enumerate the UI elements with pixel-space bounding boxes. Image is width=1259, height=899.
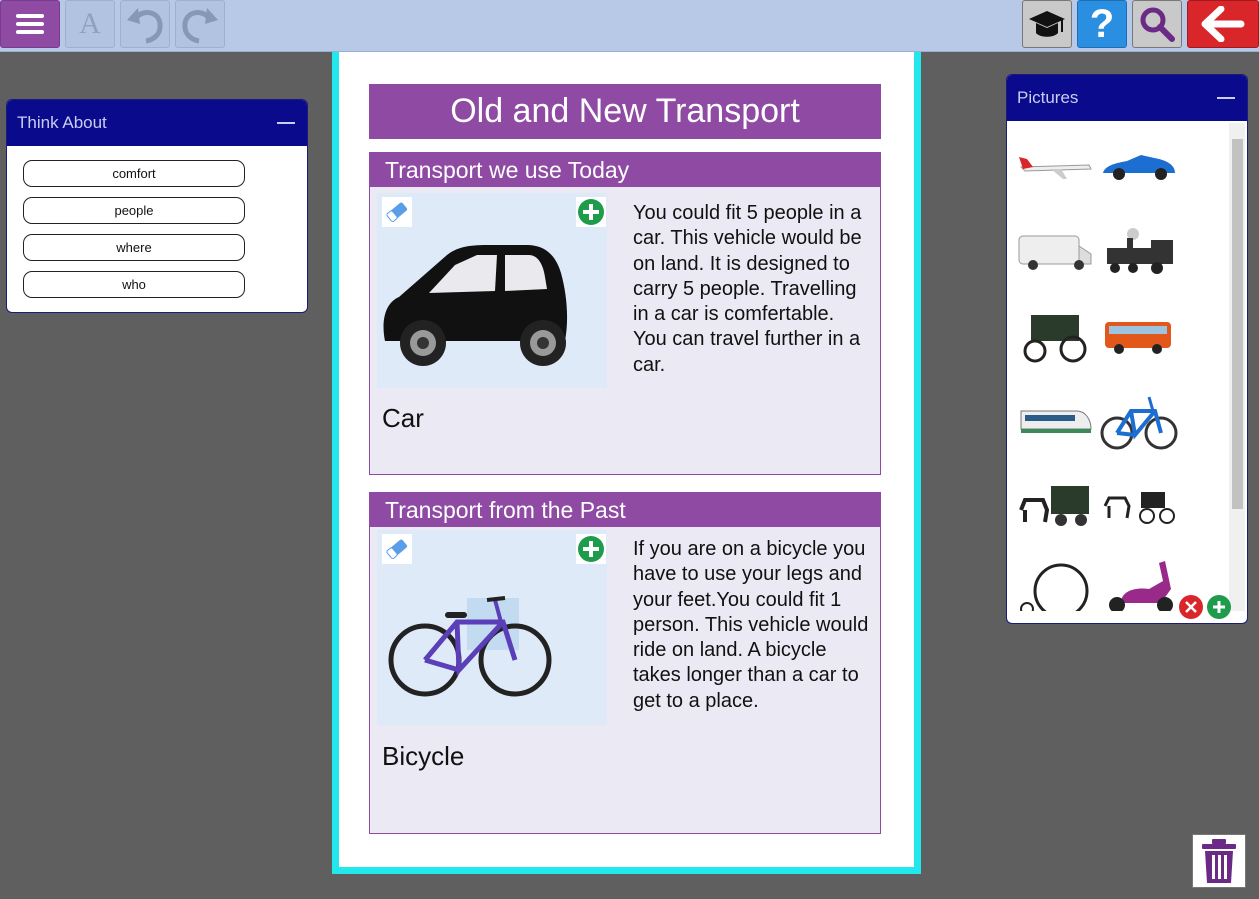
pictures-scrollbar[interactable] [1229, 123, 1245, 611]
word-pill-who[interactable]: who [23, 271, 245, 298]
picture-steam-train[interactable] [1099, 216, 1179, 286]
worksheet-title[interactable]: Old and New Transport [369, 84, 881, 139]
help-icon: ? [1089, 1, 1115, 46]
picture-modern-train[interactable] [1015, 386, 1095, 456]
font-button[interactable] [65, 0, 115, 48]
search-button[interactable] [1132, 0, 1182, 48]
picture-label[interactable]: Bicycle [382, 741, 465, 771]
description-text[interactable]: You could fit 5 people in a car. This vehicle would be on land. It is designed to carry 5 people. Travelling in a car is comfertable. You can travel further in a car. [633, 202, 862, 376]
picture-label[interactable]: Car [382, 403, 424, 433]
menu-button[interactable] [0, 0, 60, 48]
picture-blue-car[interactable] [1099, 131, 1179, 201]
font-icon: A [79, 7, 101, 40]
word-pill-people[interactable]: people [23, 197, 245, 224]
undo-button[interactable] [120, 0, 170, 48]
picture-bicycle[interactable] [1099, 386, 1179, 456]
redo-button[interactable] [175, 0, 225, 48]
think-about-panel [6, 99, 308, 313]
arrow-left-icon [1201, 6, 1245, 42]
car-image [377, 193, 607, 388]
hamburger-icon [16, 13, 44, 35]
trash-icon [1200, 838, 1238, 884]
learn-button[interactable] [1022, 0, 1072, 48]
description-text[interactable]: If you are on a bicycle you have to use your legs and your feet.You could fit 1 person. This vehicle would ride on land. A bicycle takes longer than a car to get to a place. [633, 538, 869, 712]
remove-picture-icon[interactable] [1179, 595, 1203, 619]
pictures-title: Pictures [1017, 88, 1079, 107]
help-button[interactable] [1077, 0, 1127, 48]
picture-drop-area[interactable] [377, 193, 607, 388]
minimize-icon[interactable] [277, 122, 295, 124]
picture-camper-van[interactable] [1015, 216, 1095, 286]
minimize-icon[interactable] [1217, 97, 1235, 99]
toolbar [0, 0, 1259, 52]
picture-stagecoach[interactable] [1015, 301, 1095, 371]
section-today [369, 152, 881, 475]
pictures-panel [1006, 74, 1248, 624]
bicycle-image [377, 530, 607, 725]
worksheet [332, 52, 921, 874]
picture-penny-farthing[interactable] [1015, 551, 1095, 611]
picture-horse-carriage[interactable] [1099, 471, 1179, 541]
section-heading[interactable]: Transport we use Today [370, 153, 880, 187]
graduation-cap-icon [1027, 8, 1067, 40]
picture-horse-drawn-bus[interactable] [1015, 471, 1095, 541]
trash-button[interactable] [1192, 834, 1246, 888]
add-picture-icon[interactable] [1207, 595, 1231, 619]
picture-drop-area[interactable] [377, 530, 607, 725]
search-icon [1139, 6, 1175, 42]
back-button[interactable] [1187, 0, 1259, 48]
word-pill-where[interactable]: where [23, 234, 245, 261]
pictures-list [1007, 121, 1247, 623]
think-about-title: Think About [17, 113, 107, 132]
word-pill-comfort[interactable]: comfort [23, 160, 245, 187]
picture-bus[interactable] [1099, 301, 1179, 371]
redo-icon [179, 4, 221, 44]
section-heading[interactable]: Transport from the Past [370, 493, 880, 527]
undo-icon [124, 4, 166, 44]
scroll-thumb[interactable] [1232, 139, 1243, 509]
picture-scooter[interactable] [1099, 551, 1179, 611]
picture-airplane[interactable] [1015, 131, 1095, 201]
think-about-header[interactable] [7, 100, 307, 146]
section-past [369, 492, 881, 834]
pictures-header[interactable] [1007, 75, 1247, 121]
